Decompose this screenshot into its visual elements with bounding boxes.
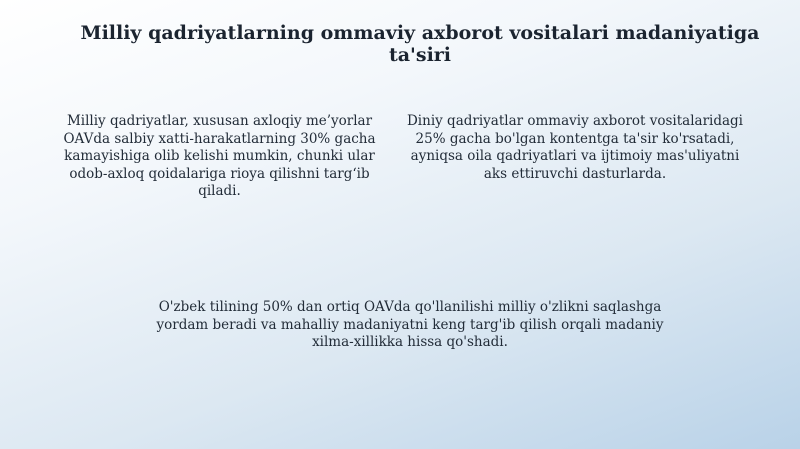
paragraph-moral-values: Milliy qadriyatlar, xususan axloqiy me’yorlar OAVda salbiy xatti-harakatlarning 30% gacha kamayishiga olib kelishi mumkin, chunki ular odob-axloq qoidalariga rioya qilishni targ‘ib qiladi. — [63, 113, 376, 199]
paragraph-religious-values: Diniy qadriyatlar ommaviy axborot vositalaridagi 25% gacha bo'lgan kontentga ta'sir ko'rsatadi, ayniqsa oila qadriyatlari va ijtimoiy mas'uliyatni aks ettiruvchi dasturlarda. — [406, 113, 744, 182]
slide-title: Milliy qadriyatlarning ommaviy axborot vositalari madaniyatiga ta'siri — [80, 22, 760, 66]
paragraph-uzbek-language: O'zbek tilining 50% dan ortiq OAVda qo'llanilishi milliy o'zlikni saqlashga yordam beradi va mahalliy madaniyatni keng targ'ib qilish orqali madaniy xilma-xillikka hissa qo'shadi. — [156, 299, 664, 350]
